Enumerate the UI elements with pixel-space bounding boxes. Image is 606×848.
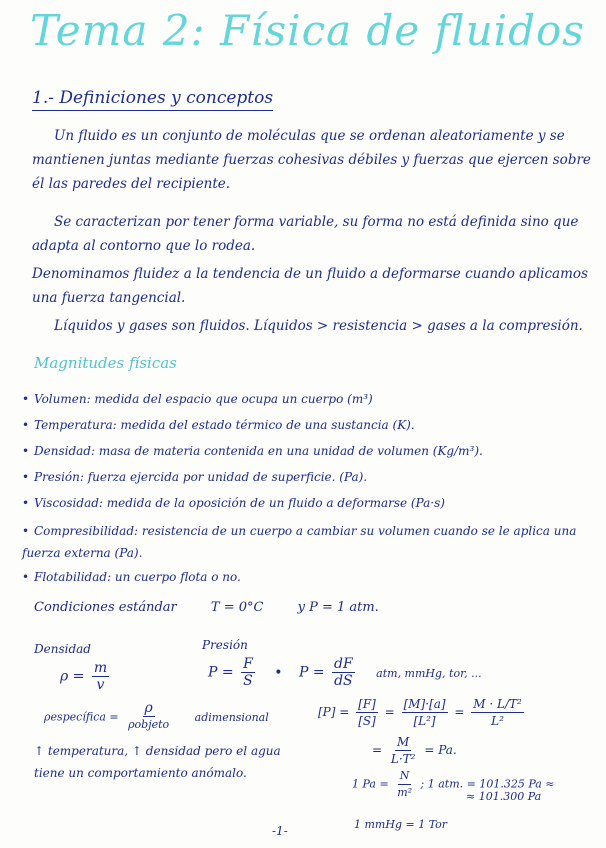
list-item: • Flotabilidad: un cuerpo flota o no. — [22, 570, 241, 584]
conditions-temperature: T = 0°C — [210, 600, 264, 615]
paragraph-fluid-definition — [32, 124, 592, 196]
paragraph-text: Líquidos y gases son fluidos. Líquidos > resistencia > gases a la compresión. — [54, 318, 583, 334]
mmhg-definition: 1 mmHg = 1 Tor — [354, 818, 448, 831]
paragraph-fluidity — [32, 262, 592, 310]
list-item: • Densidad: masa de materia contenida en una unidad de volumen (Kg/m³). — [22, 444, 483, 458]
list-item: • Viscosidad: medida de la oposición de un fluido a deformarse (Pa·s) — [22, 496, 445, 510]
list-item: • Compresibilidad: resistencia de un cuerpo a cambiar su volumen cuando se le aplica una fuerza externa (Pa). — [22, 524, 577, 560]
section-heading-definitions: 1.- Definiciones y conceptos — [32, 88, 273, 111]
magnitudes-list — [22, 386, 592, 590]
paragraph-variable-shape — [32, 210, 592, 258]
conditions-label: Condiciones estándar — [34, 600, 177, 615]
paragraph-text: Denominamos fluidez a la tendencia de un fluido a deformarse cuando aplicamos una fuerza tangencial. — [32, 266, 588, 306]
list-item: • Temperatura: medida del estado térmico de una sustancia (K). — [22, 418, 415, 432]
page-number: -1- — [272, 824, 288, 838]
water-anomaly-note: ↑ temperatura, ↑ densidad pero el agua tiene un comportamiento anómalo. — [34, 744, 281, 780]
standard-conditions — [34, 600, 409, 615]
density-label: Densidad — [34, 642, 91, 656]
pascal-definition: 1 Pa = $\frac{N}{\text{m²}}$ ; 1 atm. = 101.325 Pa ≈ — [352, 769, 555, 799]
list-item: • Volumen: medida del espacio que ocupa un cuerpo (m³) — [22, 392, 373, 406]
conditions-pressure: y P = 1 atm. — [297, 600, 379, 615]
specific-density-formula: ρespecífica = $\frac{\rho}{\text{ρobjeto}}$ adimensional — [44, 700, 269, 731]
paragraph-text: Se caracterizan por tener forma variable, su forma no está definida sino que adapta al contorno que lo rodea. — [32, 214, 579, 254]
page-title: Tema 2: Física de fluidos — [30, 6, 585, 55]
section-heading-magnitudes: Magnitudes físicas — [34, 354, 177, 372]
pressure-label: Presión — [202, 638, 248, 652]
atm-approximation: ≈ 101.300 Pa — [466, 790, 542, 803]
dimensional-analysis-line2: = $\frac{M}{\text{L·T²}}$ = Pa. — [372, 735, 457, 766]
list-item: • Presión: fuerza ejercida por unidad de superficie. (Pa). — [22, 470, 368, 484]
paragraph-text: Un fluido es un conjunto de moléculas que se ordenan aleatoriamente y se mantienen juntas mediante fuerzas cohesivas débiles y fuerzas que ejercen sobre él las paredes del recipiente. — [32, 128, 591, 192]
dimensional-analysis: [P] = $\frac{[F]}{[S]}$ = $\frac{[M]\cdot[a]}{\text{[L²]}}$ = $\frac{\text{M · L/T²}}{\text{L²}}$ — [318, 697, 522, 728]
paragraph-liquids-gases — [32, 314, 592, 338]
pressure-formula: P = $\frac{F}{S}$ • P = $\frac{dF}{dS}$ atm, mmHg, tor, ... — [208, 656, 482, 689]
density-formula: ρ = $\frac{m}{v}$ — [60, 660, 108, 693]
